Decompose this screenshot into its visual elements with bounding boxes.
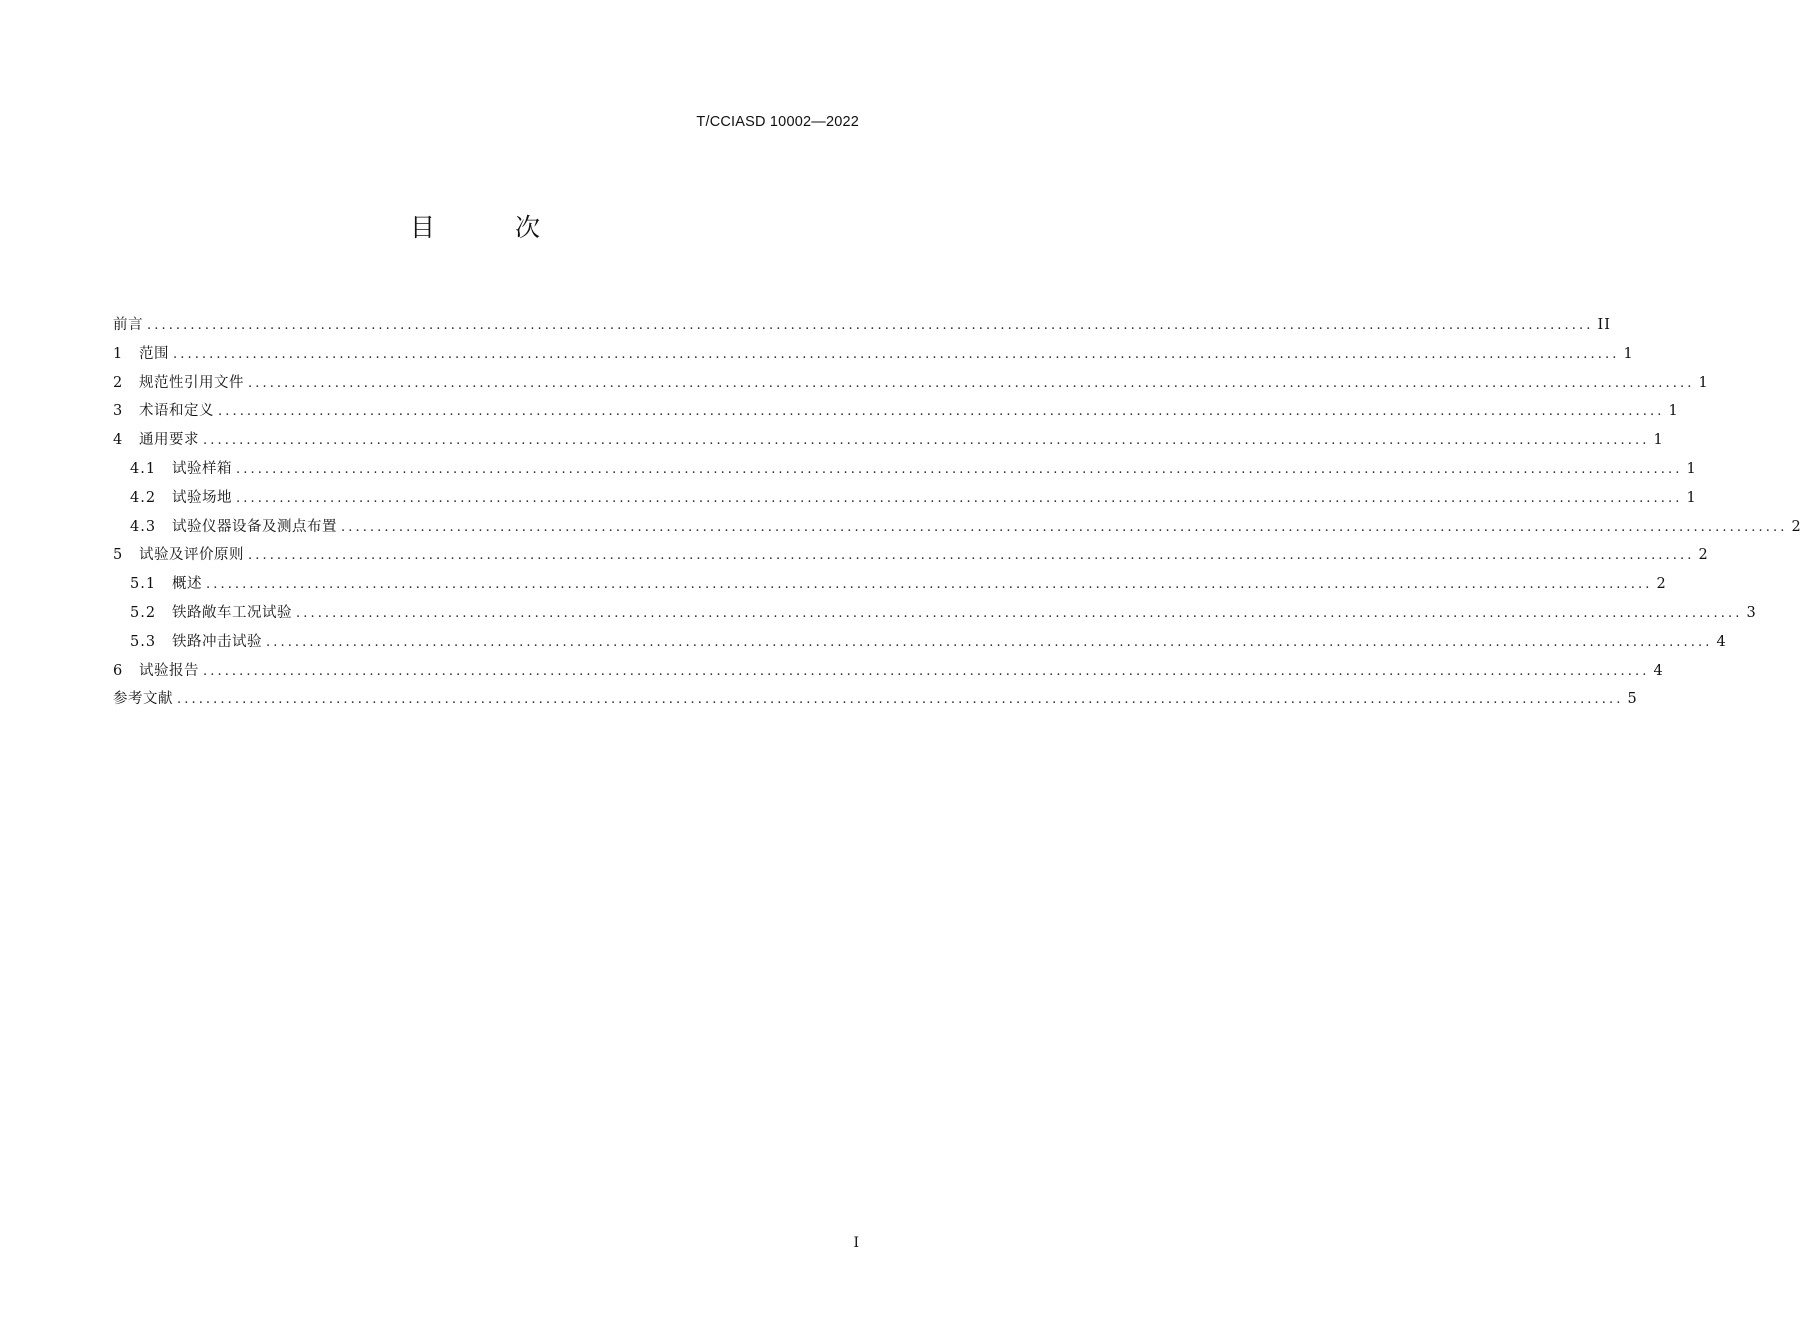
toc-entry-page: 4 [1653, 662, 1664, 679]
toc-entry[interactable] [113, 513, 1802, 542]
toc-entry[interactable] [113, 426, 1664, 455]
toc-entry-page: 2 [1791, 518, 1802, 535]
toc-entry[interactable] [113, 397, 1679, 426]
toc-entry-title: 试验及评价原则 [139, 547, 244, 564]
toc-entry-number: 4.3 [130, 518, 157, 535]
toc-entry-page: 1 [1623, 345, 1634, 362]
toc-entry[interactable] [113, 657, 1664, 686]
toc-entry-title: 铁路敞车工况试验 [172, 604, 292, 621]
toc-entry[interactable] [113, 599, 1757, 628]
toc-entry-title: 范围 [139, 345, 169, 362]
page-title: 目 次 [410, 213, 576, 242]
dot-leader: ........................................................................................................................................................................................................ [177, 692, 1624, 708]
toc-entry[interactable] [113, 311, 1611, 340]
toc-entry-page: 1 [1668, 403, 1679, 420]
dot-leader: ........................................................................................................................................................................................................ [248, 548, 1695, 564]
toc-entry-page: 1 [1698, 374, 1709, 391]
dot-leader: ........................................................................................................................................................................................................ [266, 634, 1713, 650]
toc-entry-page: II [1597, 317, 1611, 333]
toc-entry-number: 4.1 [130, 460, 157, 477]
dot-leader: ........................................................................................................................................................................................................ [206, 577, 1653, 593]
toc-entry-title: 概述 [172, 576, 202, 593]
toc-entry[interactable] [113, 570, 1667, 599]
toc-entry-page: 1 [1686, 460, 1697, 477]
toc-entry-page: 3 [1746, 604, 1757, 621]
toc-entry-title: 通用要求 [139, 432, 199, 449]
toc-entry-title: 规范性引用文件 [139, 374, 244, 391]
dot-leader: ........................................................................................................................................................................................................ [296, 605, 1743, 621]
toc-entry-title: 铁路冲击试验 [172, 633, 262, 650]
dot-leader: ........................................................................................................................................................................................................ [173, 346, 1620, 362]
dot-leader: ........................................................................................................................................................................................................ [236, 461, 1683, 477]
toc-entry-title: 试验样箱 [172, 460, 232, 477]
toc-entry-title: 试验场地 [172, 489, 232, 506]
toc-entry-title: 试验仪器设备及测点布置 [172, 518, 337, 535]
toc-entry-page: 5 [1627, 691, 1638, 708]
toc-entry-page: 1 [1653, 432, 1664, 449]
toc-entry[interactable] [113, 541, 1709, 570]
table-of-contents [113, 311, 1802, 714]
toc-entry-page: 2 [1698, 547, 1709, 564]
document-code: T/CCIASD 10002—2022 [696, 114, 859, 130]
toc-entry-number: 5 [113, 547, 124, 564]
toc-entry-title: 术语和定义 [139, 403, 214, 420]
toc-entry[interactable] [113, 685, 1638, 714]
toc-entry-page: 4 [1716, 633, 1727, 650]
toc-entry-number: 5.1 [130, 576, 157, 593]
toc-entry-page: 1 [1686, 489, 1697, 506]
toc-entry-number: 5.3 [130, 633, 157, 650]
toc-entry-number: 3 [113, 403, 124, 420]
dot-leader: ........................................................................................................................................................................................................ [203, 663, 1650, 679]
dot-leader: ........................................................................................................................................................................................................ [236, 490, 1683, 506]
dot-leader: ........................................................................................................................................................................................................ [203, 433, 1650, 449]
toc-entry[interactable] [113, 628, 1727, 657]
dot-leader: ........................................................................................................................................................................................................ [147, 318, 1594, 333]
dot-leader: ........................................................................................................................................................................................................ [218, 404, 1665, 420]
toc-entry[interactable] [113, 340, 1634, 369]
toc-entry-title: 前言 [113, 317, 143, 333]
toc-entry-number: 6 [113, 662, 124, 679]
toc-entry[interactable] [113, 484, 1697, 513]
toc-entry-title: 试验报告 [139, 662, 199, 679]
toc-entry[interactable] [113, 369, 1709, 398]
toc-entry-number: 5.2 [130, 604, 157, 621]
toc-entry-number: 2 [113, 374, 124, 391]
toc-entry-number: 4.2 [130, 489, 157, 506]
toc-entry-number: 1 [113, 345, 124, 362]
toc-entry-number: 4 [113, 432, 124, 449]
toc-entry-title: 参考文献 [113, 691, 173, 708]
page-number: I [853, 1235, 859, 1251]
toc-entry[interactable] [113, 455, 1697, 484]
toc-entry-page: 2 [1656, 576, 1667, 593]
dot-leader: ........................................................................................................................................................................................................ [341, 519, 1788, 535]
dot-leader: ........................................................................................................................................................................................................ [248, 375, 1695, 391]
